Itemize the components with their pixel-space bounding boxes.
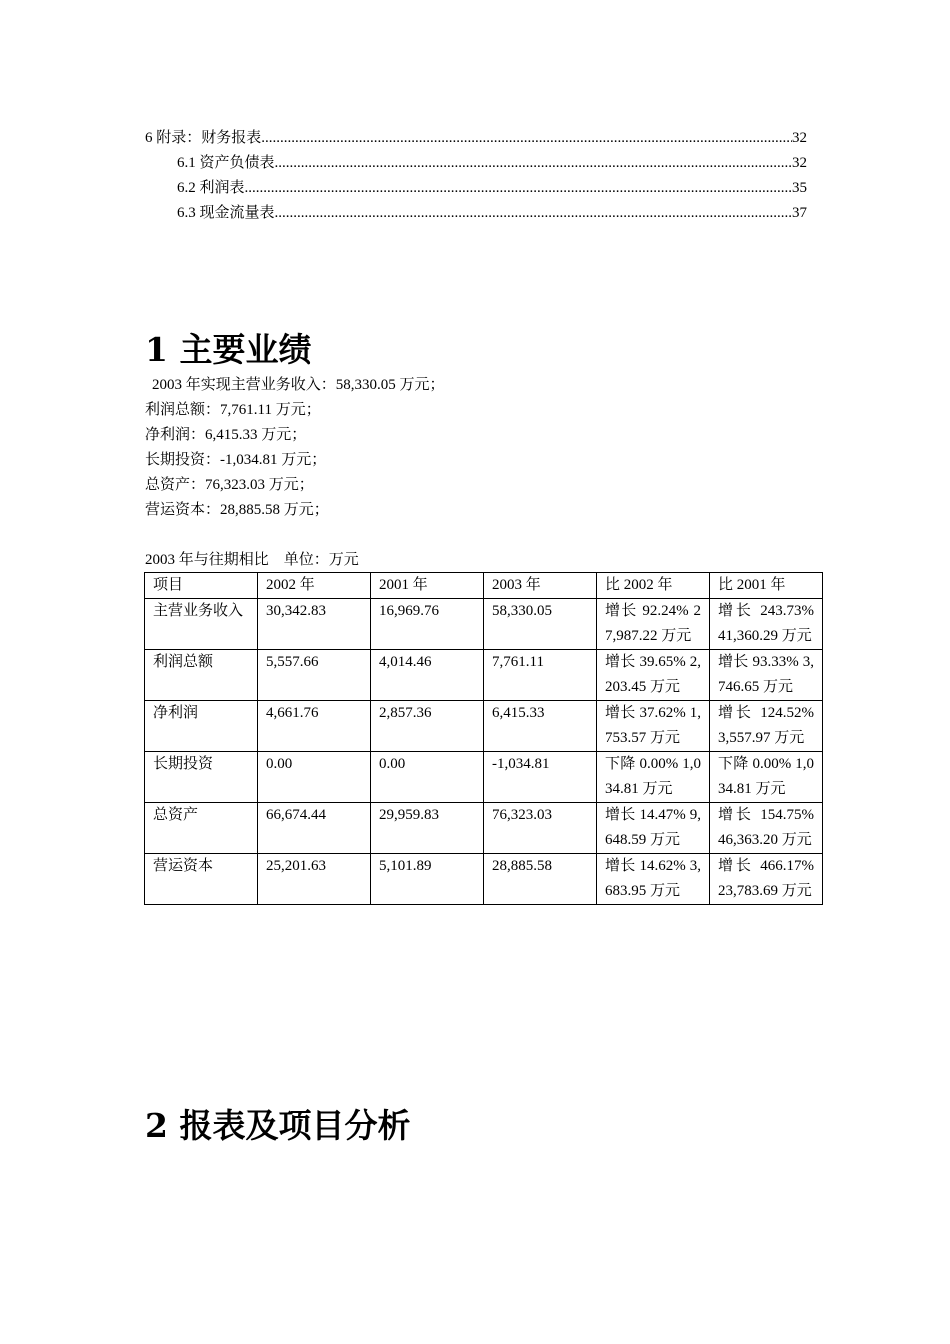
table-cell: 28,885.58 xyxy=(484,854,597,905)
header-cell: 2003 年 xyxy=(484,573,597,599)
table-cell: 0.00 xyxy=(371,752,484,803)
toc-entry-title: 6.3 现金流量表 xyxy=(177,205,275,221)
summary-line: 总资产：76,323.03 万元； xyxy=(145,477,314,493)
table-cell: 7,761.11 xyxy=(484,650,597,701)
toc-leader-dots xyxy=(275,201,792,226)
toc-leader-dots xyxy=(245,176,792,201)
summary-line: 净利润：6,415.33 万元； xyxy=(145,427,307,443)
table-cell: 4,661.76 xyxy=(258,701,371,752)
toc-entry-title: 6.1 资产负债表 xyxy=(177,155,275,171)
toc-entry-title: 6 附录：财务报表 xyxy=(145,130,262,146)
summary-line: 2003 年实现主营业务收入：58,330.05 万元； xyxy=(152,377,445,393)
toc-entry-page: 32 xyxy=(792,130,807,146)
header-cell: 比 2002 年 xyxy=(597,573,710,599)
toc-entry-page: 32 xyxy=(792,155,807,171)
toc-entry[interactable] xyxy=(145,176,807,201)
table-cell: 16,969.76 xyxy=(371,599,484,650)
comparison-table xyxy=(144,572,823,905)
table-cell: 29,959.83 xyxy=(371,803,484,854)
table-header-row xyxy=(145,573,823,599)
table-cell: 76,323.03 xyxy=(484,803,597,854)
performance-summary xyxy=(145,373,445,523)
table-row xyxy=(145,599,823,650)
header-cell: 比 2001 年 xyxy=(710,573,823,599)
table-cell: 主营业务收入 xyxy=(145,599,258,650)
table-cell: 增长 14.47% 9,648.59 万元 xyxy=(597,803,710,854)
table-cell: 下降 0.00% 1,034.81 万元 xyxy=(597,752,710,803)
toc-entry[interactable] xyxy=(145,151,807,176)
table-cell: 增长 124.52% 3,557.97 万元 xyxy=(710,701,823,752)
table-cell: 0.00 xyxy=(258,752,371,803)
table-cell: 增长 39.65% 2,203.45 万元 xyxy=(597,650,710,701)
toc-leader-dots xyxy=(261,126,792,151)
table-cell: 25,201.63 xyxy=(258,854,371,905)
table-cell: 2,857.36 xyxy=(371,701,484,752)
table-cell: 营运资本 xyxy=(145,854,258,905)
toc-entry-page: 37 xyxy=(792,205,807,221)
table-of-contents xyxy=(145,126,807,226)
table-cell: 下降 0.00% 1,034.81 万元 xyxy=(710,752,823,803)
section-heading-report-analysis: 2 报表及项目分析 xyxy=(145,1106,411,1145)
table-cell: 增长 243.73% 41,360.29 万元 xyxy=(710,599,823,650)
table-cell: 净利润 xyxy=(145,701,258,752)
table-cell: 5,557.66 xyxy=(258,650,371,701)
table-cell: 利润总额 xyxy=(145,650,258,701)
toc-entry[interactable] xyxy=(145,201,807,226)
table-row xyxy=(145,752,823,803)
table-cell: -1,034.81 xyxy=(484,752,597,803)
table-cell: 增长 154.75% 46,363.20 万元 xyxy=(710,803,823,854)
table-cell: 增长 466.17% 23,783.69 万元 xyxy=(710,854,823,905)
summary-line: 营运资本：28,885.58 万元； xyxy=(145,502,329,518)
summary-line: 长期投资：-1,034.81 万元； xyxy=(145,452,327,468)
table-cell: 长期投资 xyxy=(145,752,258,803)
toc-leader-dots xyxy=(275,151,792,176)
toc-entry-title: 6.2 利润表 xyxy=(177,180,245,196)
table-cell: 增长 37.62% 1,753.57 万元 xyxy=(597,701,710,752)
table-cell: 5,101.89 xyxy=(371,854,484,905)
header-cell: 2002 年 xyxy=(258,573,371,599)
table-cell: 4,014.46 xyxy=(371,650,484,701)
table-row xyxy=(145,650,823,701)
table-cell: 增长 14.62% 3,683.95 万元 xyxy=(597,854,710,905)
header-cell: 项目 xyxy=(145,573,258,599)
table-caption: 2003 年与往期相比 单位：万元 xyxy=(145,552,359,568)
table-row xyxy=(145,701,823,752)
table-row xyxy=(145,854,823,905)
table-cell: 30,342.83 xyxy=(258,599,371,650)
toc-entry-page: 35 xyxy=(792,180,807,196)
table-cell: 总资产 xyxy=(145,803,258,854)
table-cell: 增长 92.24% 27,987.22 万元 xyxy=(597,599,710,650)
section-heading-main-performance: 1 主要业绩 xyxy=(145,330,312,369)
table-cell: 增长 93.33% 3,746.65 万元 xyxy=(710,650,823,701)
summary-line: 利润总额：7,761.11 万元； xyxy=(145,402,321,418)
table-cell: 58,330.05 xyxy=(484,599,597,650)
table-cell: 66,674.44 xyxy=(258,803,371,854)
header-cell: 2001 年 xyxy=(371,573,484,599)
table-cell: 6,415.33 xyxy=(484,701,597,752)
toc-entry[interactable] xyxy=(145,126,807,151)
table-row xyxy=(145,803,823,854)
